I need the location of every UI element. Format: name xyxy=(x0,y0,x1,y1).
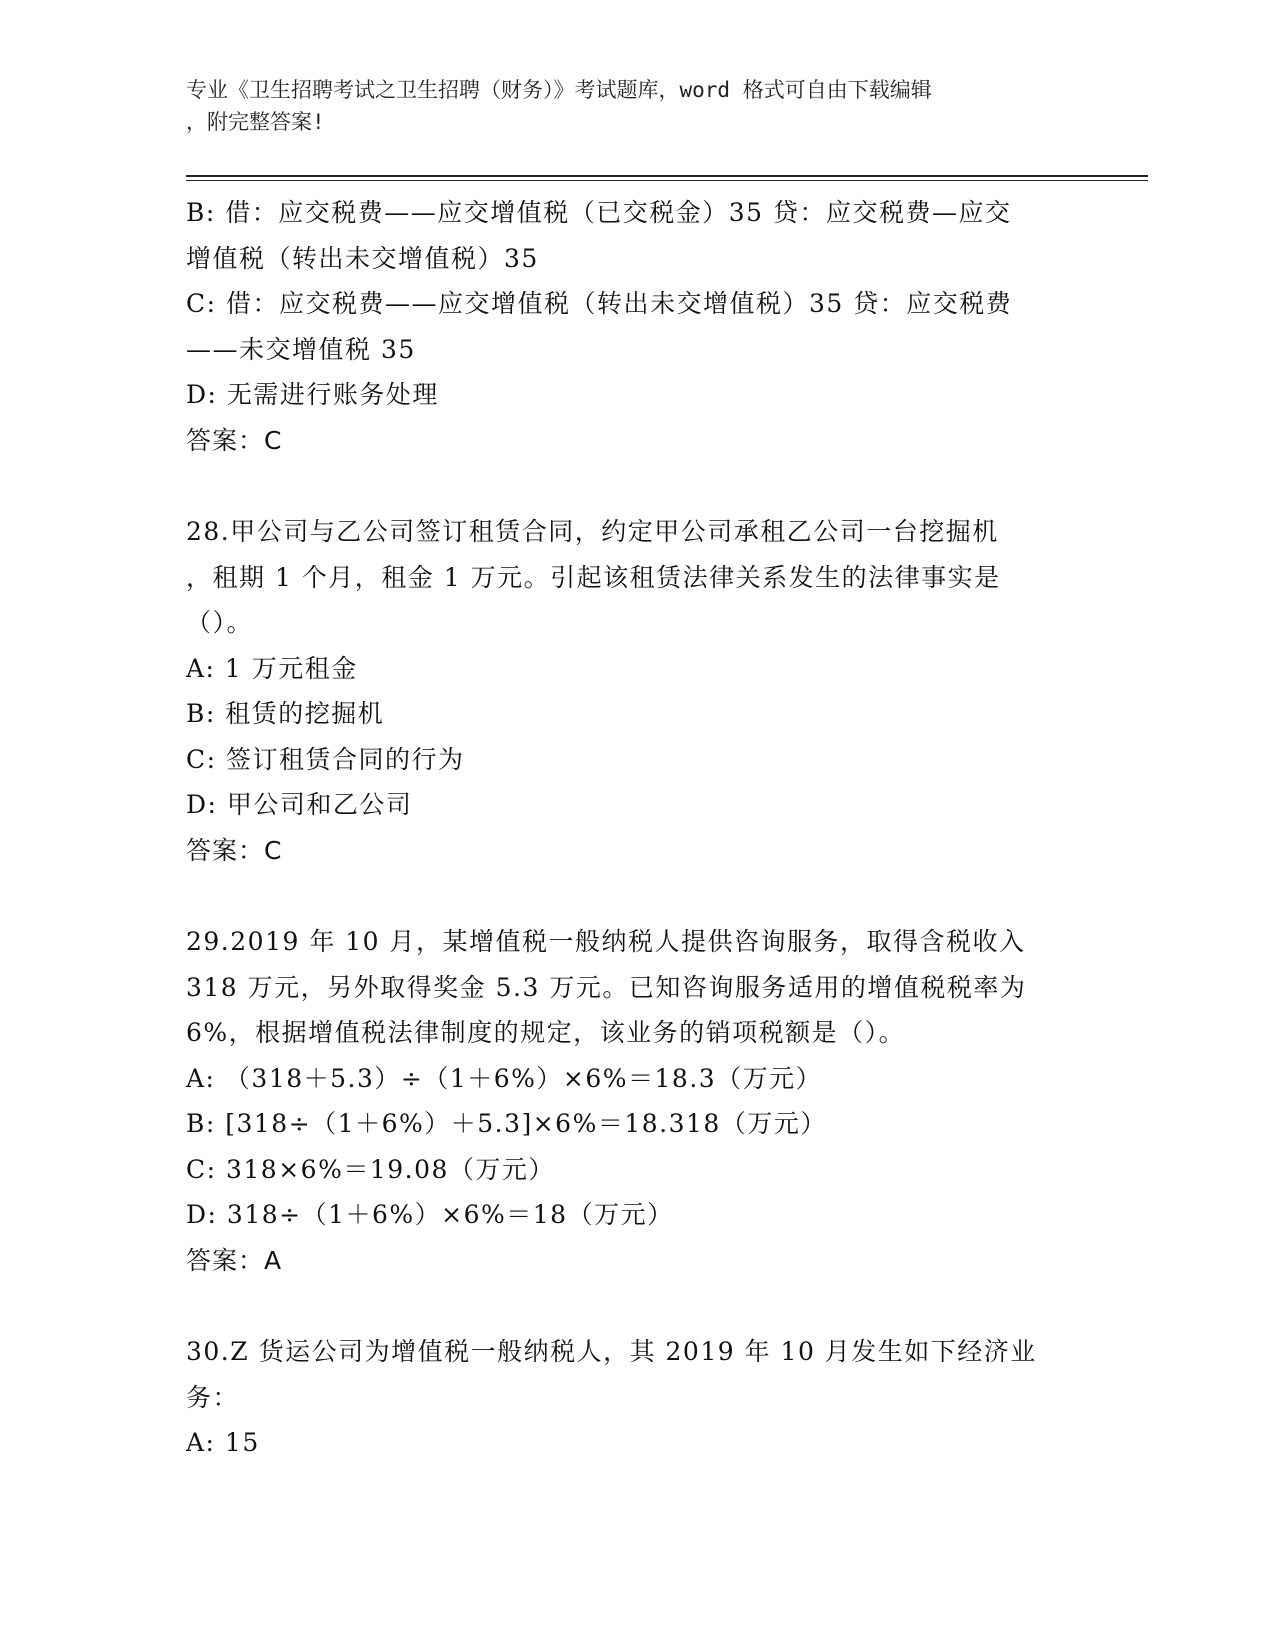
question-stem-line-3: （）。 xyxy=(186,608,254,637)
question-27-continued xyxy=(186,190,1076,463)
question-stem-line-3: 6%，根据增值税法律制度的规定，该业务的销项税额是（）。 xyxy=(186,1018,906,1047)
option-c: C: 318×6%＝19.08（万元） xyxy=(186,1154,555,1184)
option-d: D: 无需进行账务处理 xyxy=(186,380,439,409)
question-28 xyxy=(186,509,1076,873)
question-stem-line-1: 29.2019 年 10 月，某增值税一般纳税人提供咨询服务，取得含税收入 xyxy=(186,927,1026,956)
document-body xyxy=(186,190,1076,1466)
question-stem-line-2: 318 万元，另外取得奖金 5.3 万元。已知咨询服务适用的增值税税率为 xyxy=(186,972,1027,1002)
answer: 答案：C xyxy=(186,425,283,455)
header-rule-thin xyxy=(186,180,1148,181)
question-30 xyxy=(186,1329,1076,1466)
option-b: B: 租赁的挖掘机 xyxy=(186,699,385,728)
option-c-line-2: ——未交增值税 35 xyxy=(186,334,416,364)
option-c-line-1: C: 借：应交税费——应交增值税（转出未交增值税）35 贷：应交税费 xyxy=(186,289,1013,318)
option-d: D: 318÷（1＋6%）×6%＝18（万元） xyxy=(186,1200,674,1229)
header-line-2: ，附完整答案! xyxy=(186,110,325,134)
option-a: A: 1 万元租金 xyxy=(186,653,358,683)
option-c: C: 签订租赁合同的行为 xyxy=(186,744,465,774)
question-stem-line-2: ，租期 1 个月，租金 1 万元。引起该租赁法律关系发生的法律事实是 xyxy=(186,562,1001,592)
option-a: A: 15 xyxy=(186,1428,260,1457)
answer: 答案：C xyxy=(186,835,283,865)
spacer xyxy=(186,463,1076,509)
question-29 xyxy=(186,919,1076,1283)
option-d: D: 甲公司和乙公司 xyxy=(186,790,413,819)
option-b: B: [318÷（1＋6%）＋5.3]×6%＝18.318（万元） xyxy=(186,1109,827,1138)
spacer xyxy=(186,873,1076,919)
answer: 答案：A xyxy=(186,1245,283,1275)
header-line-1: 专业《卫生招聘考试之卫生招聘（财务）》考试题库，word 格式可自由下载编辑 xyxy=(186,78,932,102)
question-stem-line-2: 务： xyxy=(186,1382,240,1412)
spacer xyxy=(186,1283,1076,1329)
document-header xyxy=(186,74,1066,138)
option-a: A: （318＋5.3）÷（1＋6%）×6%＝18.3（万元） xyxy=(186,1063,823,1093)
option-b-line-1: B: 借：应交税费——应交增值税（已交税金）35 贷：应交税费—应交 xyxy=(186,198,1012,227)
header-rule-thick xyxy=(186,175,1148,177)
question-stem-line-1: 28.甲公司与乙公司签订租赁合同，约定甲公司承租乙公司一台挖掘机 xyxy=(186,517,999,546)
question-stem-line-1: 30.Z 货运公司为增值税一般纳税人，其 2019 年 10 月发生如下经济业 xyxy=(186,1337,1037,1366)
option-b-line-2: 增值税（转出未交增值税）35 xyxy=(186,243,539,273)
